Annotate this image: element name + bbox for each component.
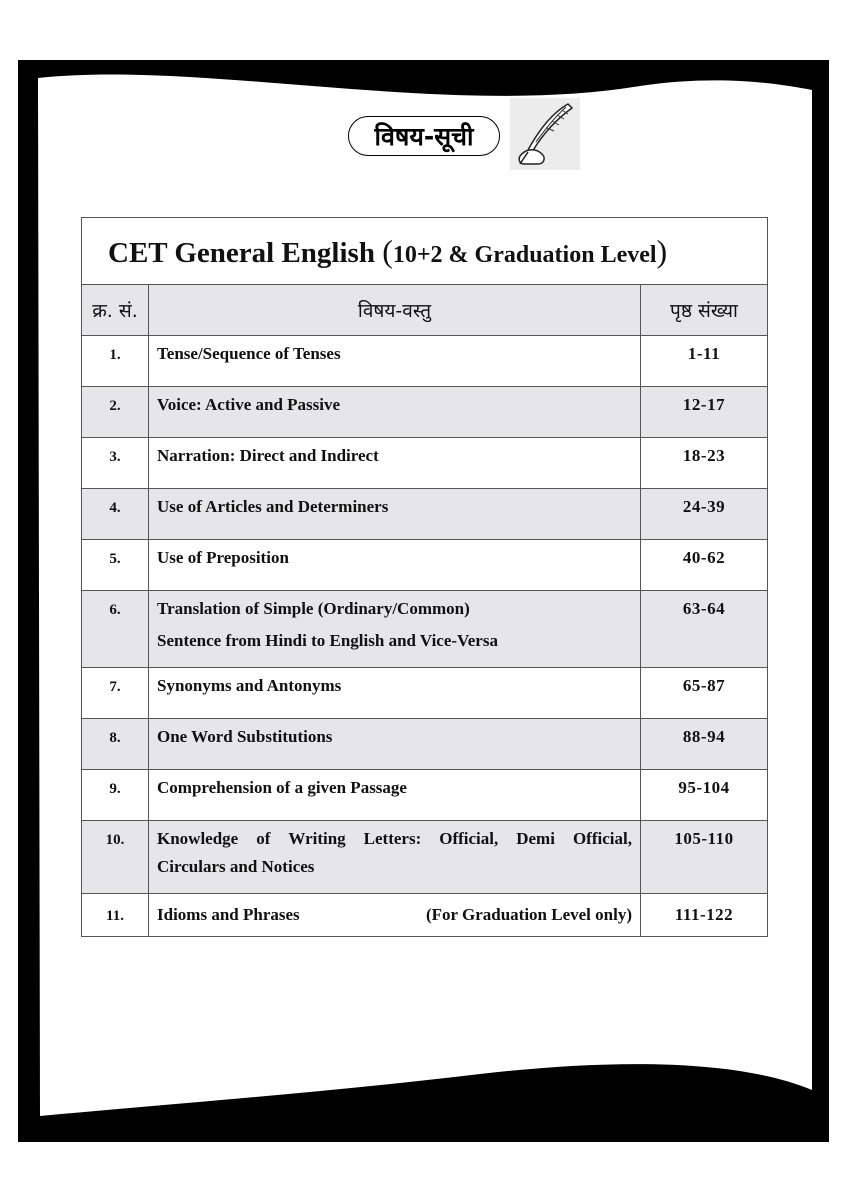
table-row — [82, 821, 768, 894]
row-topic-group — [157, 905, 632, 925]
col-header-page: पृष्ठ संख्या — [641, 285, 768, 336]
row-pages: 24-39 — [641, 489, 768, 540]
row-number: 2. — [109, 398, 121, 414]
table-heading: CET General English (10+2 & Graduation Level) — [82, 218, 768, 285]
row-pages: 1-11 — [641, 336, 768, 387]
row-number: 10. — [105, 832, 125, 848]
table-row — [82, 336, 768, 387]
table-row — [82, 719, 768, 770]
topic-word: Writing — [288, 829, 346, 848]
header-row — [82, 285, 768, 336]
row-pages: 63-64 — [641, 591, 768, 668]
row-number: 1. — [109, 347, 121, 363]
col-header-serial: क्र. सं. — [82, 285, 149, 336]
table-row — [82, 540, 768, 591]
row-topic: Use of Articles and Determiners — [149, 489, 641, 540]
topic-word: Official, — [439, 829, 499, 848]
table-row — [82, 438, 768, 489]
row-topic: Idioms and Phrases — [157, 905, 300, 924]
row-number: 5. — [109, 551, 121, 567]
topic-word: of — [256, 829, 271, 848]
row-topic: Synonyms and Antonyms — [149, 668, 641, 719]
toc-table — [81, 217, 768, 937]
row-number: 3. — [109, 449, 121, 465]
row-topic-note: (For Graduation Level only) — [425, 905, 632, 924]
row-pages: 18-23 — [641, 438, 768, 489]
table-row — [82, 387, 768, 438]
row-number: 11. — [106, 908, 124, 924]
row-topic-line2: Sentence from Hindi to English and Vice-Versa — [157, 631, 498, 650]
heading-sub: 10+2 & Graduation Level — [392, 241, 657, 268]
row-topic: Comprehension of a given Passage — [149, 770, 641, 821]
topic-word: Letters: — [363, 829, 422, 848]
row-number: 4. — [109, 500, 121, 516]
quill-hand-icon — [510, 98, 580, 170]
row-topic: Narration: Direct and Indirect — [149, 438, 641, 489]
row-topic: Voice: Active and Passive — [149, 387, 641, 438]
row-number: 8. — [109, 730, 121, 746]
table-row — [82, 591, 768, 668]
row-number: 7. — [109, 679, 121, 695]
row-topic: Use of Preposition — [149, 540, 641, 591]
row-topic: Translation of Simple (Ordinary/Common) — [157, 599, 470, 618]
heading-main: CET General English — [108, 236, 375, 269]
row-topic-line2: Circulars and Notices — [157, 857, 315, 876]
row-topic: Tense/Sequence of Tenses — [149, 336, 641, 387]
row-pages: 105-110 — [641, 821, 768, 894]
topic-word: Knowledge — [157, 829, 239, 848]
row-pages: 12-17 — [641, 387, 768, 438]
row-topic: One Word Substitutions — [149, 719, 641, 770]
table-row — [82, 894, 768, 937]
row-number: 6. — [109, 602, 121, 618]
row-topic — [157, 829, 632, 849]
row-pages: 40-62 — [641, 540, 768, 591]
table-row — [82, 668, 768, 719]
table-row — [82, 770, 768, 821]
table-row — [82, 489, 768, 540]
row-number: 9. — [109, 781, 121, 797]
row-pages: 95-104 — [641, 770, 768, 821]
row-pages: 88-94 — [641, 719, 768, 770]
topic-word: Official, — [572, 829, 632, 848]
col-header-topic: विषय-वस्तु — [149, 285, 641, 336]
toc-title: विषय-सूची — [348, 116, 500, 156]
row-pages: 65-87 — [641, 668, 768, 719]
row-pages: 111-122 — [641, 894, 768, 937]
topic-word: Demi — [516, 829, 555, 848]
